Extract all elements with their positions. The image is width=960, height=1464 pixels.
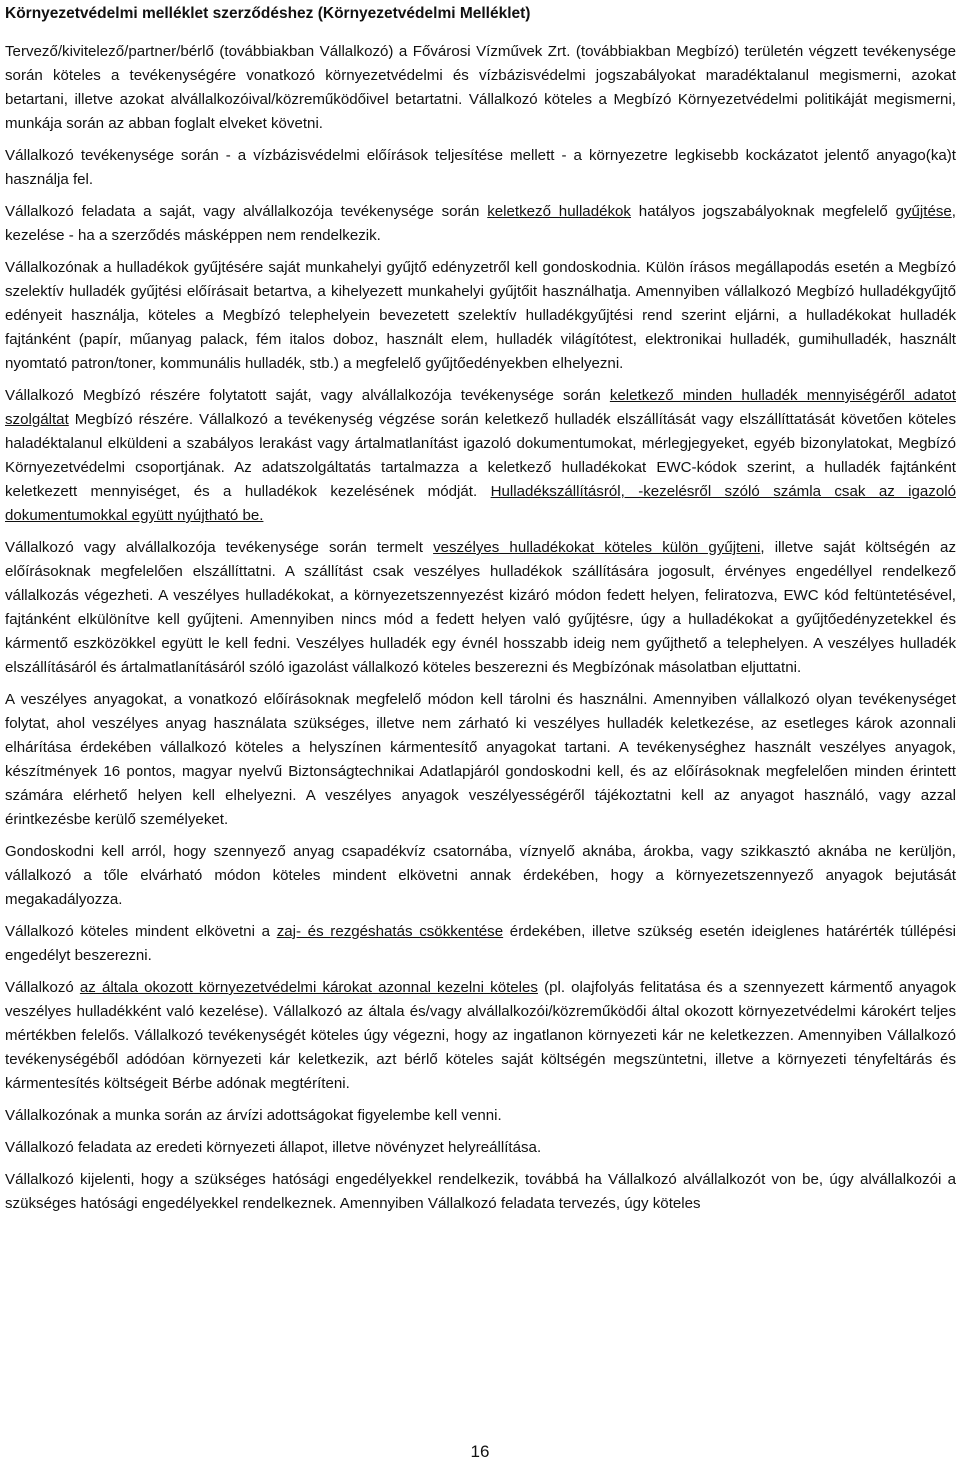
paragraph: [5, 200, 956, 248]
document-body: [5, 40, 956, 1216]
paragraph-text: Vállalkozó vagy alvállalkozója tevékenysége során termelt: [5, 539, 434, 556]
paragraph-text: hatályos jogszabályoknak megfelelő: [630, 203, 896, 220]
paragraph-text: érdekében, illetve szükség esetén ideiglenes határérték túllépési engedélyt beszerezni.: [5, 923, 956, 964]
document-title: Környezetvédelmi melléklet szerződéshez (Környezetvédelmi Melléklet): [5, 5, 531, 22]
paragraph: [5, 1136, 956, 1160]
paragraph-text: Vállalkozó tevékenysége során - a vízbázisvédelmi előírások teljesítése mellett - a környezetre legkisebb kockázatot jelentő anyago(ka)t használja fel.: [5, 147, 956, 188]
paragraph-text: Gondoskodni kell arról, hogy szennyező anyag csapadékvíz csatornába, víznyelő aknába, árokba, vagy szikkasztó aknába ne kerüljön, vállalkozó a tőle elvárható módon köteles mindent elkövetni annak érdekében, hogy a környezetszennyező anyagok bejutását megakadályozza.: [5, 843, 956, 908]
document-page: [5, 4, 956, 1224]
paragraph-text: Vállalkozónak a hulladékok gyűjtésére saját munkahelyi gyűjtő edényzetről kell gondoskodnia. Külön írásos megállapodás esetén a Megbízó szelektív hulladék gyűjtési előírásait betartva, a kihelyezett munkahelyi gyűjtőit használhatja. Amennyiben vállalkozó Megbízó hulladékgyűjtő edényeit használja, köteles a Megbízó telephelyein bevezetett szelektív hulladékgyűjtési rend szerint eljárni, a hulladékokat hulladék fajtánként (papír, műanyag palack, fém italos doboz, használt elem, hulladék világítótest, elektronikai hulladék, gumihulladék, használt nyomtató patron/toner, kommunális hulladék, stb.) a megfelelő gyűjtőedényekben elhelyezni.: [5, 259, 956, 372]
paragraph: [5, 840, 956, 912]
paragraph-text: Vállalkozó köteles mindent elkövetni a: [5, 923, 277, 940]
paragraph: [5, 688, 956, 832]
underlined-text: zaj- és rezgéshatás csökkentése: [276, 923, 504, 940]
paragraph-text: Tervező/kivitelező/partner/bérlő (továbbiakban Vállalkozó) a Fővárosi Vízművek Zrt. (továbbiakban Megbízó) területén végzett tevékenysége során köteles a tevékenységére vonatkozó környezetvédelmi és vízbázisvédelmi jogszabályokat maradéktalanul megismerni, azokat betartani, illetve azokat alvállalkozóival/közreműködőivel betartatni. Vállalkozó köteles a Megbízó Környezetvédelmi politikáját megismerni, munkája során az abban foglalt elveket követni.: [5, 43, 956, 132]
underlined-text: az általa okozott környezetvédelmi károkat azonnal kezelni köteles: [79, 979, 538, 996]
paragraph: [5, 1104, 956, 1128]
paragraph: [5, 536, 956, 680]
paragraph-text: Vállalkozónak a munka során az árvízi adottságokat figyelembe kell venni.: [5, 1107, 502, 1124]
paragraph: [5, 144, 956, 192]
paragraph-text: Vállalkozó Megbízó részére folytatott saját, vagy alvállalkozója tevékenysége során: [5, 387, 610, 404]
underlined-text: keletkező hulladékok: [487, 203, 631, 220]
paragraph-text: , illetve saját költségén az előírásoknak megfelelően elszállíttatni. A szállítást csak veszélyes hulladékok szállítására jogosult, érvényes engedéllyel rendelkező vállalkozás végezheti. A veszélyes hulladékokat, a környezetszennyezést kizáró módon fedett helyen, feliratozva, EWC kód feltüntetésével, fajtánként elkülönítve kell gyűjteni. Amennyiben nincs mód a fedett helyen való gyűjtésre, úgy a hulladékokat a gyűjtőedényzetekkel és kármentő eszközökkel együtt le kell fedni. Veszélyes hulladék egy évnél hosszabb ideig nem gyűjthető a telephelyen. A veszélyes hulladék elszállításáról és ártalmatlanításáról szóló igazolást vállalkozó köteles beszerezni és Megbízónak másolatban eljuttatni.: [5, 539, 957, 676]
paragraph: [5, 1168, 956, 1216]
paragraph: [5, 920, 956, 968]
paragraph-text: (pl. olajfolyás felitatása és a szennyezett kármentő anyagok veszélyes hulladékként való kezelése). Vállalkozó az általa és/vagy alvállalkozói/közreműködői által okozott környezetvédelmi károkért teljes mértékben felelős. Vállalkozó tevékenységét köteles úgy végezni, hogy az ingatlanon környezeti kár ne keletkezzen. Amennyiben Vállalkozó tevékenységéből adódóan környezeti kár keletkezik, azt bérlő köteles saját költségén megszüntetni, illetve a környezeti tényfeltárás és kármentesítés költségeit Bérbe adónak megtéríteni.: [5, 979, 956, 1092]
paragraph-text: Vállalkozó kijelenti, hogy a szükséges hatósági engedélyekkel rendelkezik, továbbá ha Vállalkozó alvállalkozót von be, úgy alvállalkozói a szükséges hatósági engedélyekkel rendelkeznek. Amennyiben Vállalkozó feladata tervezés, úgy köteles: [5, 1171, 956, 1212]
paragraph: [5, 384, 956, 528]
page-number: 16: [470, 1442, 490, 1461]
paragraph-text: Vállalkozó feladata az eredeti környezeti állapot, illetve növényzet helyreállítása.: [5, 1139, 542, 1156]
paragraph-text: A veszélyes anyagokat, a vonatkozó előírásoknak megfelelő módon kell tárolni és használni. Amennyiben vállalkozó olyan tevékenységet folytat, ahol veszélyes anyag használata szükséges, illetve nem zárható ki veszélyes hulladék keletkezése, az esetleges károk azonnali elhárítása érdekében vállalkozó köteles a helyszínen kármentesítő anyagokat tartani. A tevékenységhez használt veszélyes anyagok, készítmények 16 pontos, magyar nyelvű Biztonságtechnikai Adatlapjáról gondoskodni kell, és az előírásoknak megfelelően minden érintett számára elérhető helyen kell elhelyezni. A veszélyes anyagok veszélyességéről tájékoztatni kell az anyagot használó, vagy azzal érintkezésbe kerülő személyeket.: [5, 691, 956, 828]
paragraph-text: Megbízó részére. Vállalkozó a tevékenység végzése során keletkező hulladék elszállítását vagy elszállíttatását követően köteles haladéktalanul elküldeni a szabályos lerakást vagy ártalmatlanítást igazoló dokumentumokat, mérlegjegyeket, egyéb bizonylatokat, Megbízó Környezetvédelmi csoportjának. Az adatszolgáltatás tartalmazza a keletkező hulladékokat EWC-kódok szerint, a hulladék fajtánként keletkezett mennyiséget, és a hulladékok kezelésének módját.: [5, 411, 956, 500]
paragraph-text: Vállalkozó: [5, 979, 80, 996]
underlined-text: veszélyes hulladékokat köteles külön gyűjteni: [433, 539, 761, 556]
underlined-text: keletkező minden hulladék mennyiségéről adatot szolgáltat: [5, 387, 956, 428]
paragraph: [5, 976, 956, 1096]
underlined-text: gyűjtése: [895, 203, 952, 220]
paragraph-text: , kezelése - ha a szerződés másképpen nem rendelkezik.: [5, 203, 956, 244]
underlined-text: Hulladékszállításról, -kezelésről szóló számla csak az igazoló dokumentumokkal együtt nyújtható be.: [5, 483, 956, 524]
paragraph: [5, 256, 956, 376]
paragraph-text: Vállalkozó feladata a saját, vagy alvállalkozója tevékenysége során: [5, 203, 488, 220]
paragraph: [5, 40, 956, 136]
